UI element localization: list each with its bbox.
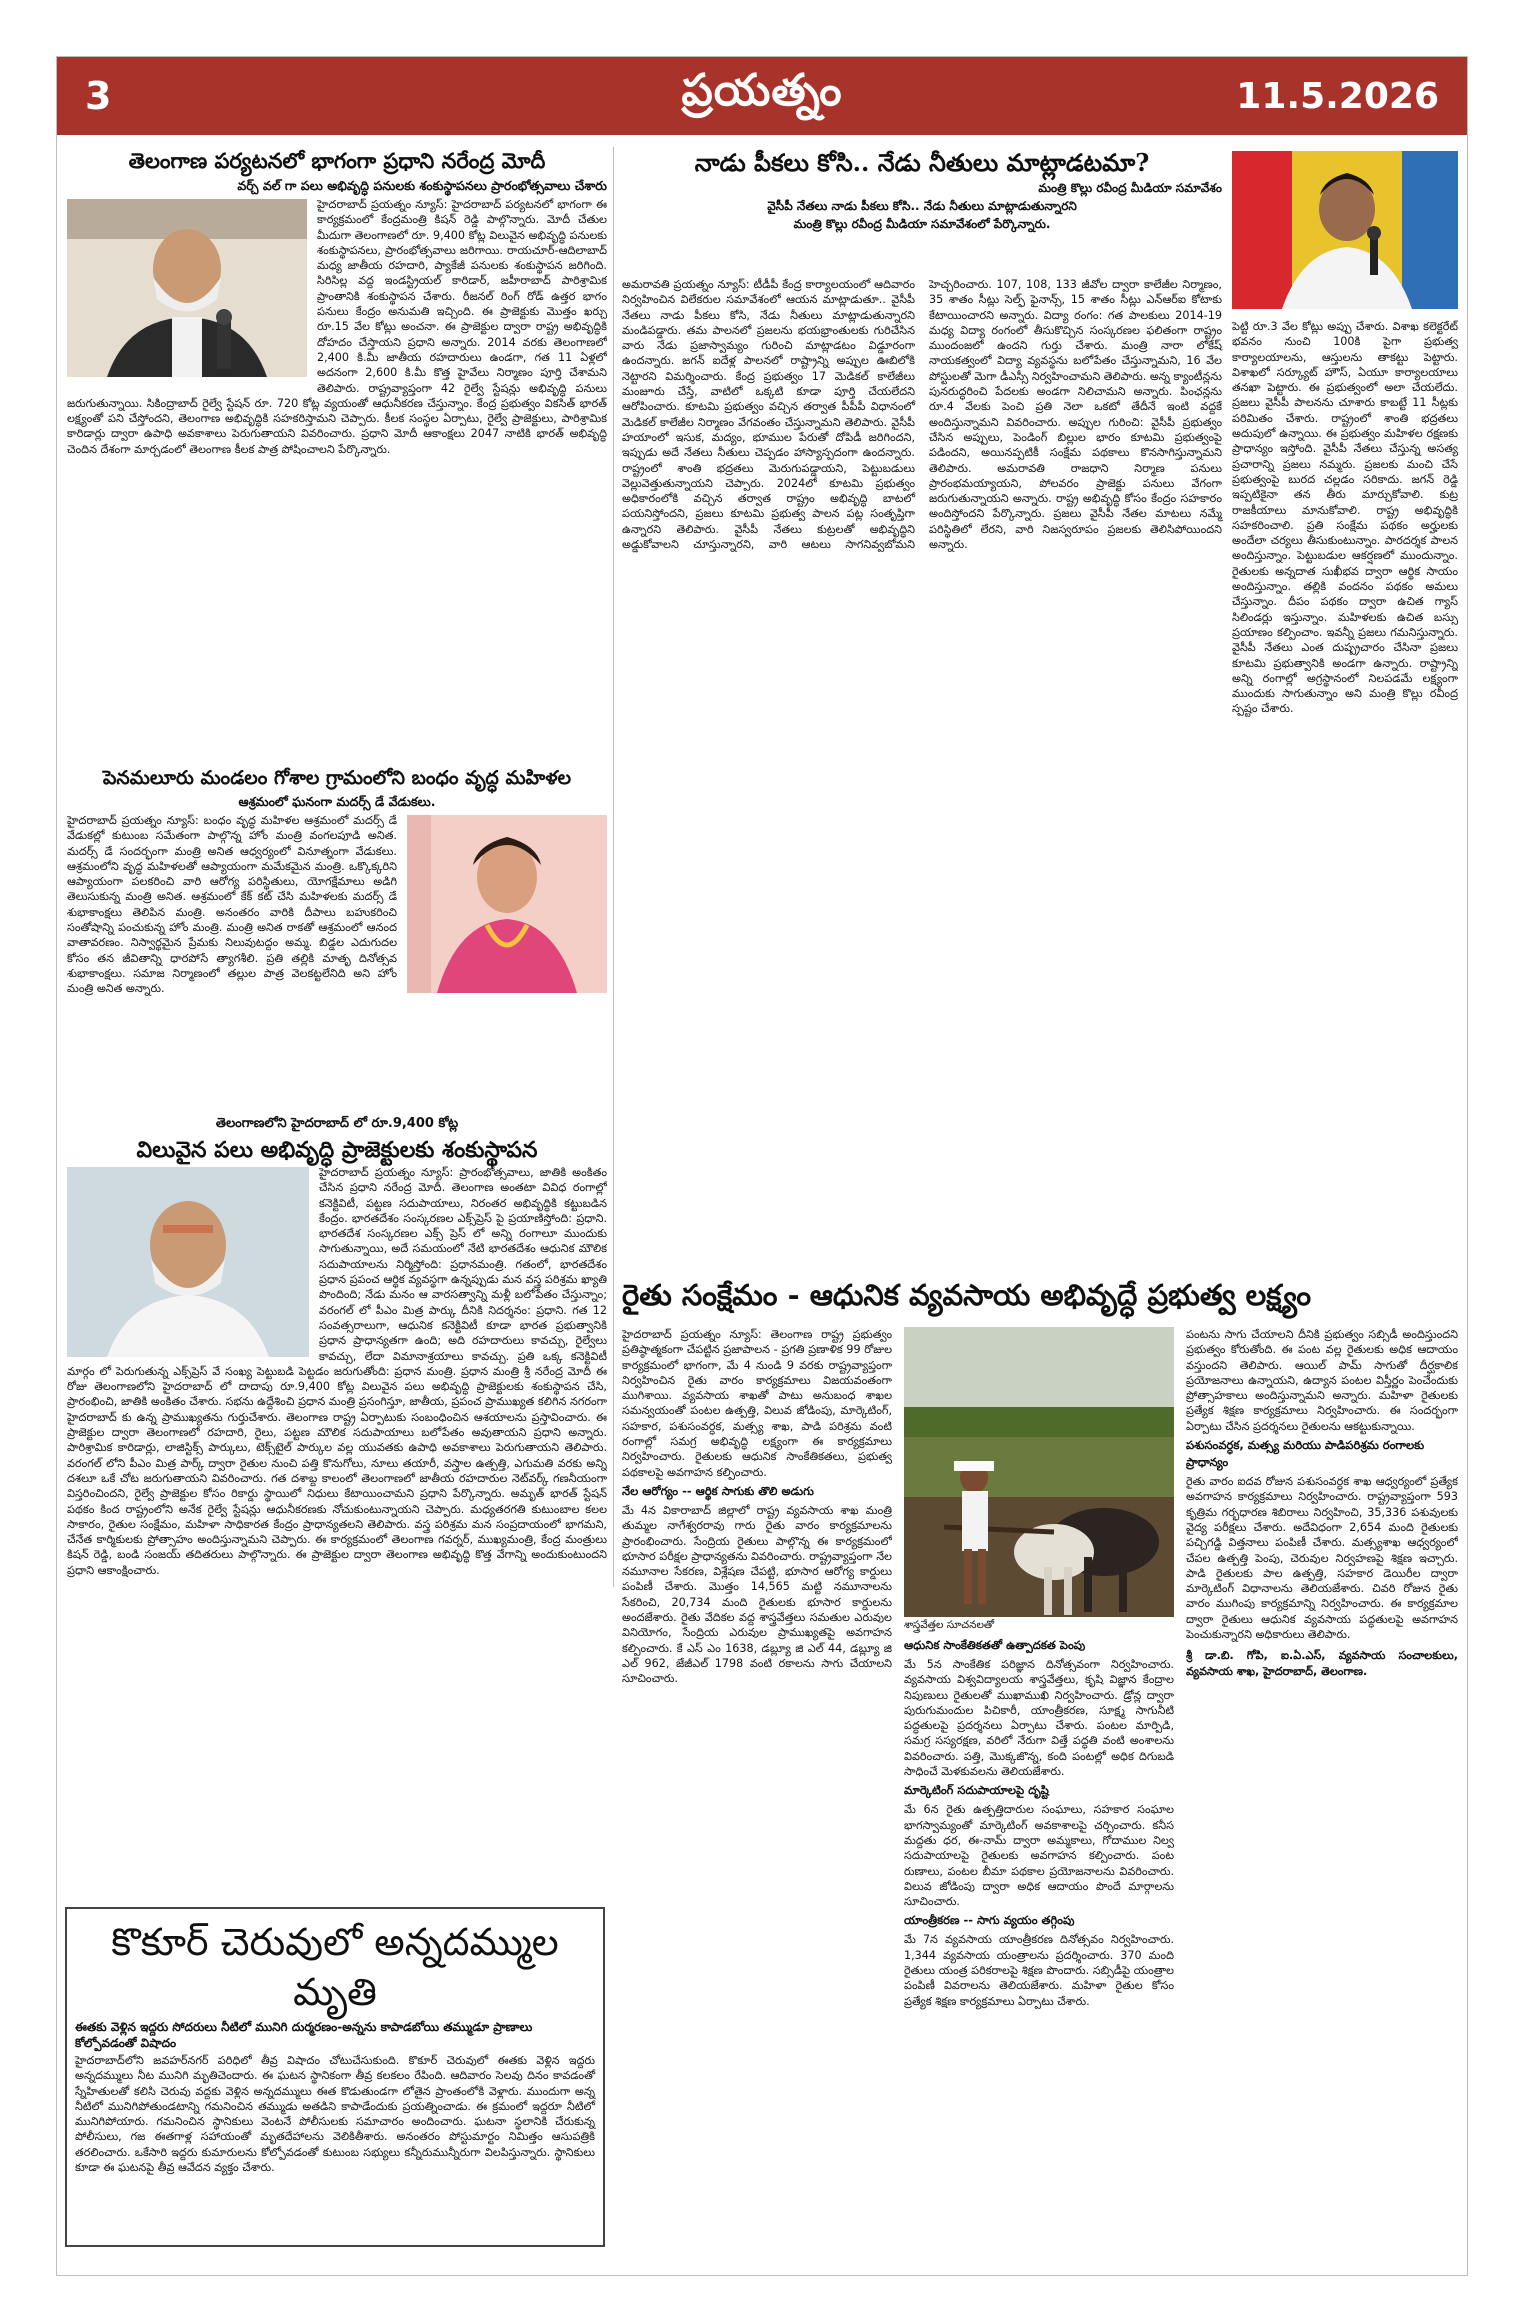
- headline: నాడు పీకలు కోసి.. నేడు నీతులు మాట్లాడటమా?: [694, 148, 1150, 177]
- body-column-3b: రైతు వారం ఐదవ రోజున పశుసంవర్ధక శాఖ ఆధ్వర్యంలో ప్రత్యేక అవగాహన కార్యక్రమాలు నిర్వహించారు. రాష్ట్రవ్యాప్తంగా 593 కృత్రిమ గర్భధారణ శిబిరాలు నిర్వహించి, 35,336 పశువులకు వైద్య పరీక్షలు చేశారు. అదేవిధంగా 2,654 మంది రైతులకు పచ్చిగడ్డి విత్తనాలు పంపిణీ చేశారు. మత్స్యశాఖ ఆధ్వర్యంలో చేపల ఉత్పత్తి పెంపు, చెరువుల నిర్వహణపై శిక్షణ ఇచ్చారు. పాడి రైతులకు పాల ఉత్పత్తి, సహకార డెయిరీల ద్వారా మార్కెటింగ్ విధానాలను తెలియజేశారు. చివరి రోజున రైతు వారం ముగింపు కార్యక్రమాన్ని నిర్వహించారు. ఈ కార్యక్రమాల ద్వారా రైతులు ఆధునిక వ్యవసాయ పద్ధతులపై అవగాహన పెంచుకున్నారని అధికారులు తెలిపారు.: [1186, 1475, 1458, 1642]
- article-mothers-day: [67, 765, 607, 1105]
- modi-photo: [67, 199, 307, 377]
- subheadline: ఆశ్రమంలో ఘనంగా మదర్స్ డే వేడుకలు.: [238, 794, 436, 809]
- kicker: తెలంగాణలోని హైదరాబాద్ లో రూ.9,400 కోట్ల: [215, 1116, 459, 1131]
- minister-anitha-photo: [407, 815, 607, 993]
- article-kollu-ravindra: [622, 147, 1458, 1267]
- body-column-3: పంటను సాగు చేయాలని దీనికి ప్రభుత్వం సబ్సిడీ అందిస్తుందని ప్రభుత్వం కోరుతోంది. ఈ పంట వల్ల రైతులకు అధిక ఆదాయం వస్తుందని తెలిపారు. ఆయిల్ పామ్ సాగుతో దీర్ఘకాలిక ప్రయోజనాలు ఉన్నాయని, ఉద్యాన పంటల విస్తీర్ణం పెంచేందుకు ప్రోత్సాహకాలు అందిస్తున్నామని అన్నారు. మహిళా రైతులకు ప్రత్యేక శిక్షణ కార్యక్రమాలు నిర్వహించారు. ఈ సందర్భంగా ఏర్పాటు చేసిన ప్రదర్శనలు రైతులను ఆకట్టుకున్నాయి.: [1186, 1328, 1458, 1433]
- subheadline-1: మంత్రి కొల్లు రవీంద్ర మీడియా సమావేశం: [1038, 181, 1222, 195]
- page-number: 3: [85, 74, 112, 118]
- article-body: హైదరాబాద్ ప్రయత్నం న్యూస్: ప్రారంభోత్సవాలు, జాతికి అంకితం చేసిన ప్రధాని నరేంద్ర మోదీ. తెలంగాణ అంతటా వివిధ రంగాల్లో కనెక్టివిటీ, పట్టణ సదుపాయాలు, నిరంతర అభివృద్ధికి కట్టుబడిన కేంద్రం. భారతదేశం సంస్కరణల ఎక్స్‌ప్రెస్ పై ప్రయాణిస్తోంది: ప్రధాని. భారతదేశ సంస్కరణల ఎక్స్ ప్రెస్ లో అన్ని రంగాలూ ముందుకు సాగుతున్నాయి, అదే సమయంలో నేటి భారతదేశం ఆధునిక మౌలిక సదుపాయాలను నిర్మిస్తోంది: ప్రధానమంత్రి. గతంలో, భారతదేశం ప్రధాన ప్రపంచ ఆర్థిక వ్యవస్థగా ఉన్నప్పుడు మన వస్త్ర పరిశ్రమ ఖ్యాతి పొందింది; నేడు మనం ఆ వారసత్వాన్ని మళ్లీ బలోపేతం చేస్తున్నాం; వరంగల్ లో పీఎం మిత్ర పార్కు దీనికి నిదర్శనం: ప్రధాని. గత 12 సంవత్సరాలుగా, ఆధునిక కనెక్టివిటీ కూడా భారత ప్రభుత్వానికి ప్రధాన ప్రాధాన్యతగా ఉంది; అది రహదారులు కావచ్చు, రైల్వేలు కావచ్చు, లేదా విమానాశ్రయాలు కావచ్చు. ప్రతి ఒక్క కనెక్టివిటీ మార్గం లో పెరుగుతున్న ఎక్స్‌ప్రెస్ వే సంఖ్య పెట్టుబడి పెట్టడం జరుగుతోంది: ప్రధాన మంత్రి. ప్రధాన మంత్రి శ్రీ నరేంద్ర మోదీ ఈ రోజు తెలంగాణలోని హైదరాబాద్ లో దాదాపు రూ.9,400 కోట్ల విలువైన పలు అభివృద్ధి ప్రాజెక్టులకు శంకుస్థాపన చేసి, ప్రారంభించి, జాతికి అంకితం చేశారు. సభను ఉద్దేశించి ప్రధాన మంత్రి ప్రసంగిస్తూ, జాతీయ, ప్రపంచ ప్రాముఖ్యత కలిగిన నగరంగా హైదరాబాద్ కు ఉన్న ప్రాముఖ్యతను గుర్తుచేశారు. తెలంగాణ రాష్ట్ర ఏర్పాటుకు సంబంధించిన ఆశయాలను ప్రస్తావించారు. ఈ ప్రాజెక్టుల ద్వారా తెలంగాణలో రహదారి, రైలు, పట్టణ మౌలిక సదుపాయాలు బలోపేతం అవుతాయని ప్రధాని అన్నారు. పారిశ్రామిక కారిడార్లు, లాజిస్టిక్స్ పార్కులు, టెక్స్‌టైల్ పార్కుల వల్ల యువతకు ఉపాధి అవకాశాలు పెరుగుతాయని తెలిపారు. వరంగల్ లోని పీఎం మిత్ర పార్క్ ద్వారా రైతుల నుంచి పత్తి కొనుగోలు, నూలు తయారీ, వస్త్రాల ఉత్పత్తి, ఎగుమతి వరకు అన్ని దశలూ ఒకే చోట జరుగుతాయని వివరించారు. గత దశాబ్ద కాలంలో తెలంగాణలో జాతీయ రహదారుల నెట్‌వర్క్ గణనీయంగా విస్తరించిందని, రైల్వే ప్రాజెక్టుల కోసం రికార్డు స్థాయిలో నిధులు కేటాయించామని ప్రధాని పేర్కొన్నారు. అమృత్ భారత్ స్టేషన్ పథకం కింద రాష్ట్రంలోని అనేక రైల్వే స్టేషన్లు ఆధునీకరణకు నోచుకుంటున్నాయని చెప్పారు. మధ్యతరగతి కుటుంబాల కలల సాకారం, రైతుల సంక్షేమం, మహిళా సాధికారత కేంద్రం ప్రాధాన్యతలని తెలిపారు. వస్త్ర పరిశ్రమ మన సంప్రదాయంలో భాగమని, చేనేత కార్మికులకు ప్రోత్సాహం అందిస్తున్నామని చెప్పారు. ఈ కార్యక్రమంలో తెలంగాణ గవర్నర్, ముఖ్యమంత్రి, కేంద్ర మంత్రులు కిషన్ రెడ్డి, బండి సంజయ్ తదితరులు పాల్గొన్నారు. ఈ ప్రాజెక్టుల ద్వారా తెలంగాణ అభివృద్ధి కొత్త వేగాన్ని అందుకుంటుందని ప్రధాని ఆకాంక్షించారు.: [67, 1166, 607, 1577]
- author-signature: శ్రీ డా.బి. గోపి, ఐ.ఏ.ఎస్, వ్యవసాయ సంచాలకులు, వ్యవసాయ శాఖ, హైదరాబాద్, తెలంగాణ.: [1186, 1649, 1458, 1678]
- subheadline-2: వైసీపీ నేతలు నాడు పీకలు కోసి.. నేడు నీతులు మాట్లాడుతున్నారని: [767, 199, 1077, 213]
- body-column-2b: మే 6న రైతు ఉత్పత్తిదారుల సంఘాలు, సహకార సంఘాల భాగస్వామ్యంతో మార్కెటింగ్ అవకాశాలపై చర్చించారు. కనీస మద్దతు ధర, ఈ-నామ్ ద్వారా అమ్మకాలు, గోదాముల నిల్వ సదుపాయాలపై రైతులకు అవగాహన కల్పించారు. పంట రుణాలు, పంటల బీమా పథకాల ప్రయోజనాలను వివరించారు. విలువ జోడింపు ద్వారా అధిక ఆదాయం పొందే మార్గాలను సూచించారు.: [904, 1803, 1174, 1909]
- body-column-2: మే 5న సాంకేతిక పరిజ్ఞాన దినోత్సవంగా నిర్వహించారు. వ్యవసాయ విశ్వవిద్యాలయ శాస్త్రవేత్తలు, కృషి విజ్ఞాన కేంద్రాల నిపుణులు రైతులతో ముఖాముఖి నిర్వహించారు. డ్రోన్ల ద్వారా పురుగుమందుల పిచికారీ, యాంత్రీకరణ, సూక్ష్మ సాగునీటి పద్ధతులపై ప్రదర్శనలు ఏర్పాటు చేశారు. పంటల మార్పిడి, సమగ్ర సస్యరక్షణ, వరిలో నేరుగా విత్తే పద్ధతి వంటి అంశాలను వివరించారు. పత్తి, మొక్కజొన్న, కంది పంటల్లో అధిక దిగుబడి సాధించే మెళకువలను తెలియజేశారు.: [904, 1658, 1174, 1779]
- article-body-right: పెట్టి రూ.3 వేల కోట్లు అప్పు చేశారు. విశాఖ కలెక్టరేట్ భవనం నుంచి 100కి పైగా ప్రభుత్వ కార్యాలయాలను, ఆస్తులను తాకట్టు పెట్టారు. విశాఖలో సర్క్యూట్ హౌస్, ఏయూ కార్యాలయాలు తనఖా పెట్టారు. ఈ ప్రభుత్వంలో అలా చేయలేదు. ప్రజలు వైసీపీ పాలనను చూశారు కాబట్టే 11 సీట్లకు పరిమితం చేశారు. రాష్ట్రంలో శాంతి భద్రతలు అదుపులో ఉన్నాయి. ఈ ప్రభుత్వం మహిళల రక్షణకు ప్రాధాన్యం ఇస్తోంది. వైసీపీ నేతలు చేస్తున్న అసత్య ప్రచారాన్ని ప్రజలు నమ్మరు. ప్రజలకు మంచి చేసే ప్రభుత్వంపై బురద చల్లడం సరికాదు. జగన్ రెడ్డి ఇప్పటికైనా తన తీరు మార్చుకోవాలి. కుట్ర రాజకీయాలు మానుకోవాలి. రాష్ట్ర అభివృద్ధికి సహకరించాలి. ప్రతి సంక్షేమ పథకం అర్హులకు అందేలా చర్యలు తీసుకుంటున్నాం. పారదర్శక పాలన అందిస్తున్నాం. పెట్టుబడుల ఆకర్షణలో ముందున్నాం. రైతులకు అన్నదాత సుఖీభవ ద్వారా ఆర్థిక సాయం అందిస్తున్నాం. తల్లికి వందనం పథకం అమలు చేస్తున్నాం. దీపం పథకం ద్వారా ఉచిత గ్యాస్ సిలిండర్లు ఇస్తున్నాం. మహిళలకు ఉచిత బస్సు ప్రయాణం కల్పించాం. ఇవన్నీ ప్రజలు గమనిస్తున్నారు. వైసీపీ నేతలు ఎంత దుష్ప్రచారం చేసినా ప్రజలు కూటమి ప్రభుత్వానికి అండగా ఉన్నారు. రాష్ట్రాన్ని అన్ని రంగాల్లో అగ్రస్థానంలో నిలపడమే లక్ష్యంగా ముందుకు సాగుతున్నాం అని మంత్రి కొల్లు రవీంద్ర స్పష్టం చేశారు.: [1232, 320, 1458, 716]
- kollu-ravindra-photo: [1232, 151, 1458, 309]
- subheadline-3: మంత్రి కొల్లు రవీంద్ర మీడియా సమావేశంలో పేర్కొన్నారు.: [793, 217, 1051, 231]
- article-farmer-welfare: [622, 1275, 1458, 2215]
- headline: పెనమలూరు మండలం గోశాల గ్రామంలోని బంధం వృద్ధ మహిళల: [102, 767, 572, 789]
- article-body: హైదరాబాద్ ప్రయత్నం న్యూస్: బంధం వృద్ధ మహిళల ఆశ్రమంలో మదర్స్ డే వేడుకల్లో కుటుంబ సమేతంగా పాల్గొన్న హోం మంత్రి వంగలపూడి అనిత. మదర్స్ డే సందర్భంగా మంత్రి అనిత ఆధ్వర్యంలో వినూత్నంగా వేడుకలు. ఆశ్రమంలోని వృద్ధ మహిళలతో ఆప్యాయంగా మమేకమైన మంత్రి. ఒక్కొక్కరిని ఆప్యాయంగా పలకరించి వారి ఆరోగ్య పరిస్థితులు, యోగక్షేమాలు అడిగి తెలుసుకున్న మంత్రి అనిత. ఆశ్రమంలో కేక్ కట్ చేసి మహిళలకు మదర్స్ డే శుభాకాంక్షలు తెలిపిన మంత్రి. అనంతరం వారికి దీపాలు బహుకరించి సంతోషాన్ని పంచుకున్న హోం మంత్రి. మంత్రి అనిత రాకతో ఆశ్రమంలో ఆనంద వాతావరణం. నిస్వార్థమైన ప్రేమకు నిలువుటద్దం అమ్మ. బిడ్డల ఎదుగుదల కోసం తన జీవితాన్ని ధారపోసే త్యాగశీలి. ప్రతి తల్లికి మాతృ దినోత్సవ శుభాకాంక్షలు. సమాజ నిర్మాణంలో తల్లుల పాత్ర వెలకట్టలేనిది అని హోం మంత్రి అనిత అన్నారు.: [67, 814, 397, 996]
- subhead-technology: ఆధునిక సాంకేతికతతో ఉత్పాదకత పెంపు: [904, 1638, 1086, 1652]
- headline: కొకూర్ చెరువులో అన్నదమ్ముల మృతి: [111, 1920, 559, 2014]
- subhead-animal-husbandry: పశుసంవర్ధక, మత్స్య మరియు పాడిపరిశ్రమ రంగాలకు ప్రాధాన్యం: [1186, 1438, 1425, 1470]
- article-projects-foundation: [67, 1113, 607, 1743]
- newspaper-page: [56, 56, 1468, 2276]
- newspaper-title: ప్రయత్నం: [681, 65, 843, 116]
- subhead-marketing: మార్కెటింగ్ సదుపాయాలపై దృష్టి: [904, 1783, 1049, 1798]
- body-column-1: హైదరాబాద్ ప్రయత్నం న్యూస్: తెలంగాణ రాష్ట్ర ప్రభుత్వం ప్రతిష్ఠాత్మకంగా చేపట్టిన ప్రజాపాలన - ప్రగతి ప్రణాళిక 99 రోజుల కార్యక్రమంలో భాగంగా, మే 4 నుండి 9 వరకు రాష్ట్రవ్యాప్తంగా నిర్వహించిన రైతు వారం కార్యక్రమాలు విజయవంతంగా ముగిశాయి. వ్యవసాయ శాఖతో పాటు అనుబంధ శాఖల సమన్వయంతో పంటల ఉత్పత్తి, విలువ జోడింపు, మార్కెటింగ్, సహకార, పశుసంవర్ధక, మత్స్య శాఖ, పాడి పరిశ్రమ వంటి రంగాల్లో సమగ్ర అభివృద్ధి లక్ష్యంగా ఈ కార్యక్రమాలు నిర్వహించారు. రైతులకు ఆధునిక సాంకేతికతలు, ప్రభుత్వ పథకాలపై అవగాహన కల్పించారు.: [622, 1328, 892, 1479]
- headline: విలువైన పలు అభివృద్ధి ప్రాజెక్టులకు శంకుస్థాపన: [136, 1137, 538, 1163]
- article-body: అమరావతి ప్రయత్నం న్యూస్: టీడీపీ కేంద్ర కార్యాలయంలో ఆదివారం నిర్వహించిన విలేకరుల సమావేశంలో ఆయన మాట్లాడుతూ.. వైసీపీ నేతలు నాడు పీకలు కోసి, నేడు నీతులు మాట్లాడుతున్నారని మండిపడ్డారు. తమ పాలనలో ప్రజలను భయభ్రాంతులకు గురిచేసిన వారు నేడు ప్రజాస్వామ్యం గురించి మాట్లాడటం విడ్డూరంగా ఉందన్నారు. జగన్ ఐదేళ్ల పాలనలో రాష్ట్రాన్ని అప్పుల ఊబిలోకి నెట్టారని విమర్శించారు. కేంద్ర ప్రభుత్వం 17 మెడికల్ కాలేజీలు మంజూరు చేస్తే, వాటిలో ఒక్కటి కూడా పూర్తి చేయలేదని ఆరోపించారు. కూటమి ప్రభుత్వం వచ్చిన తర్వాత పీపీపీ విధానంలో మెడికల్ కాలేజీల నిర్మాణం వేగవంతం చేస్తున్నామని తెలిపారు. వైసీపీ హయాంలో ఇసుక, మద్యం, భూముల పేరుతో దోపిడీ జరిగిందని, ఇప్పుడు అదే నేతలు నీతులు చెప్పడం హాస్యాస్పదంగా ఉందన్నారు. రాష్ట్రంలో శాంతి భద్రతలు మెరుగుపడ్డాయని, పెట్టుబడులు వెల్లువెత్తుతున్నాయని చెప్పారు. 2024లో కూటమి ప్రభుత్వం అధికారంలోకి వచ్చిన తర్వాత రాష్ట్రం అభివృద్ధి బాటలో పయనిస్తోందని, ప్రజలు కూటమి ప్రభుత్వ పాలన పట్ల సంతృప్తిగా ఉన్నారని తెలిపారు. వైసీపీ నేతలు కుట్రలతో అభివృద్ధిని అడ్డుకోవాలని చూస్తున్నారని, వారి ఆటలు సాగనివ్వబోమని హెచ్చరించారు. 107, 108, 133 జీవోల ద్వారా కాలేజీల నిర్మాణం, 35 శాతం సీట్లు సెల్ఫ్ ఫైనాన్స్, 15 శాతం సీట్లు ఎన్ఆర్ఐ కోటాకు కేటాయించారని అన్నారు. విద్యా రంగం: గత పాలకులు 2014-19 మధ్య విద్యా రంగంలో తీసుకొచ్చిన సంస్కరణల ఫలితంగా రాష్ట్రం ముందంజలో ఉందని గుర్తు చేశారు. మంత్రి నారా లోకేష్ నాయకత్వంలో విద్యా వ్యవస్థను బలోపేతం చేస్తున్నామని, 16 వేల పోస్టులతో మెగా డీఎస్సీ నిర్వహించామని తెలిపారు. అన్న క్యాంటీన్లను పునరుద్ధరించి పేదలకు అండగా నిలిచామని అన్నారు. పింఛన్లను రూ.4 వేలకు పెంచి ప్రతి నెలా ఒకటో తేదీనే ఇంటి వద్దకే అందిస్తున్నామని వివరించారు. అప్పుల గురించి: వైసీపీ ప్రభుత్వం చేసిన అప్పులు, పెండింగ్ బిల్లుల భారం కూటమి ప్రభుత్వంపై పడిందని, అయినప్పటికీ సంక్షేమ పథకాలు కొనసాగిస్తున్నామని తెలిపారు. అమరావతి రాజధాని నిర్మాణ పనులు ప్రారంభమయ్యాయని, పోలవరం ప్రాజెక్టు పనులు వేగంగా జరుగుతున్నాయని అన్నారు. రాష్ట్ర అభివృద్ధి కోసం కేంద్రం సహకారం అందిస్తోందని పేర్కొన్నారు. ప్రజలు వైసీపీ నేతల మాటలు నమ్మే పరిస్థితిలో లేరని, వారి నిజస్వరూపం ప్రజలకు తెలిసిపోయిందని అన్నారు.: [622, 278, 1222, 552]
- modi-portrait-photo: [67, 1167, 309, 1357]
- article-body: హైదరాబాద్‌లోని జవహర్‌నగర్ పరిధిలో తీవ్ర విషాదం చోటుచేసుకుంది. కొకూర్ చెరువులో ఈతకు వెళ్లిన ఇద్దరు అన్నదమ్ములు నీట మునిగి మృతిచెందారు. ఈ ఘటన స్థానికంగా తీవ్ర కలకలం రేపింది. ఆదివారం సెలవు దినం కావడంతో స్నేహితులతో కలిసి చెరువు వద్దకు వెళ్లిన అన్నదమ్ములు ఈత కొడుతుండగా లోతైన ప్రాంతంలోకి వెళ్లారు. ముందుగా అన్న నీటిలో మునిగిపోతుండటాన్ని గమనించిన తమ్ముడు అతడిని కాపాడేందుకు ప్రయత్నించాడు. ఈ క్రమంలో ఇద్దరూ నీటిలో మునిగిపోయారు. గమనించిన స్థానికులు వెంటనే పోలీసులకు సమాచారం అందించారు. ఘటనా స్థలానికి చేరుకున్న పోలీసులు, గజ ఈతగాళ్ల సహాయంతో మృతదేహాలను వెలికితీశారు. అనంతరం పోస్టుమార్టం నిమిత్తం ఆసుపత్రికి తరలించారు. ఒకేసారి ఇద్దరు కుమారులను కోల్పోవడంతో కుటుంబ సభ్యులు కన్నీరుమున్నీరుగా విలపిస్తున్నారు. స్థానికులు కూడా ఈ ఘటనపై తీవ్ర ఆవేదన వ్యక్తం చేశారు.: [75, 2054, 595, 2175]
- article-body: హైదరాబాద్ ప్రయత్నం న్యూస్: హైదరాబాద్ పర్యటనలో భాగంగా ఈ కార్యక్రమంలో కేంద్రమంత్రి కిషన్ రెడ్డి పాల్గొన్నారు. మోదీ చేతుల మీదుగా తెలంగాణలో రూ. 9,400 కోట్ల విలువైన అభివృద్ధి పనులకు శంకుస్థాపనలు, ప్రారంభోత్సవాలు జరిగాయి. రాయచూర్‌-ఆదిలాబాద్‌ మధ్య జాతీయ రహదారి, ప్యాకేజీ పనులకు శంకుస్థాపన జరిగింది. సిరిసిల్ల వద్ద ఇండస్ట్రియల్ కారిడార్, జహీరాబాద్ పారిశ్రామిక ప్రాంతానికి శంకుస్థాపన చేశారు. రీజనల్ రింగ్ రోడ్ ఉత్తర భాగం పనులు కేంద్రం అనుమతి ఇచ్చింది. ఈ ప్రాజెక్టుకు మొత్తం ఖర్చు రూ.15 వేల కోట్లు అంచనా. ఈ ప్రాజెక్టుల ద్వారా రాష్ట్ర అభివృద్ధికి దోహదం చేస్తాయని ప్రధాని అన్నారు. 2014 వరకు తెలంగాణలో 2,400 కి.మీ జాతీయ రహదారులు ఉండగా, గత 11 ఏళ్లలో అదనంగా 2,600 కి.మీ కొత్త హైవేలు నిర్మాణం పూర్తి చేశామని తెలిపారు. రాష్ట్రవ్యాప్తంగా 42 రైల్వే స్టేషన్లు అభివృద్ధి పనులు జరుగుతున్నాయి. సికింద్రాబాద్ రైల్వే స్టేషన్ రూ. 720 కోట్ల వ్యయంతో ఆధునీకరణ చేస్తున్నాం. కేంద్ర ప్రభుత్వం వికసిత్ భారత్ లక్ష్యంతో పని చేస్తోందని, తెలంగాణ అభివృద్ధికి సహకరిస్తామని చెప్పారు. కీలక సంస్థల ఏర్పాటు, రైల్వే ప్రాజెక్టులు, పారిశ్రామిక కారిడార్లు ద్వారా ఉపాధి అవకాశాలు పెరుగుతాయని వివరించారు. ప్రధాని మోదీ ఆకాంక్షలు 2047 నాటికి భారత్ అభివృద్ధి చెందిన దేశంగా మార్చడంలో తెలంగాణ కీలక పాత్ర పోషించాలని పేర్కొన్నారు.: [67, 198, 607, 456]
- headline: తెలంగాణ పర్యటనలో భాగంగా ప్రధాని నరేంద్ర మోదీ: [128, 148, 546, 173]
- issue-date: 11.5.2026: [1236, 75, 1439, 117]
- masthead: [57, 57, 1467, 135]
- photo-caption: శాస్త్రవేత్తల సూచనలతో: [904, 1619, 995, 1631]
- article-modi-visit: [67, 147, 607, 757]
- farmer-ploughing-photo: [904, 1327, 1174, 1617]
- body-column-2c: మే 7న వ్యవసాయ యాంత్రీకరణ దినోత్సవం నిర్వహించారు. 1,344 వ్యవసాయ యంత్రాలను ప్రదర్శించారు. 370 మంది రైతులు యంత్ర పరికరాలపై శిక్షణ పొందారు. సబ్సిడీపై యంత్రాల పంపిణీ వివరాలను తెలియజేశారు. మహిళా రైతుల కోసం ప్రత్యేక శిక్షణ కార్యక్రమాలు ఏర్పాటు చేశారు.: [904, 1933, 1174, 2008]
- subheadline: వర్చ్ వల్ గా పలు అభివృద్ధి పనులకు శంకుస్థాపనలు ప్రారంభోత్సవాలు చేశారు: [237, 178, 607, 193]
- article-drowning: [65, 1907, 605, 2247]
- subhead-mechanization: యాంత్రీకరణ -- సాగు వ్యయం తగ్గింపు: [904, 1913, 1075, 1928]
- column-divider: [613, 147, 614, 1587]
- headline: రైతు సంక్షేమం - ఆధునిక వ్యవసాయ అభివృద్ధే ప్రభుత్వ లక్ష్యం: [622, 1278, 1312, 1312]
- subheadline: ఈతకు వెళ్లిన ఇద్దరు సోదరులు నీటిలో మునిగి దుర్మరణం-అన్నను కాపాడబోయి తమ్ముడూ ప్రాణాలు కోల్పోవడంతో విషాదం: [75, 2020, 533, 2050]
- body-column-1b: మే 4న వికారాబాద్ జిల్లాలో రాష్ట్ర వ్యవసాయ శాఖ మంత్రి తుమ్మల నాగేశ్వరరావు గారు రైతు వారం కార్యక్రమాలను ప్రారంభించారు. సేంద్రియ రైతులు పాల్గొన్న ఈ కార్యక్రమంలో భూసార పరీక్షల ప్రాధాన్యతను వివరించారు. రాష్ట్రవ్యాప్తంగా నేల నమూనాల సేకరణ, విశ్లేషణ చేపట్టి, భూసార ఆరోగ్య కార్డులు పంపిణీ చేశారు. మొత్తం 14,565 మట్టి నమూనాలను సేకరించి, 20,734 మంది రైతులకు భూసార కార్డులను అందజేశారు. రైతు వేదికల వద్ద శాస్త్రవేత్తలు సమతుల ఎరువుల వినియోగం, సేంద్రియ ఎరువుల ప్రాముఖ్యతపై అవగాహన కల్పించారు. కే ఎస్ ఎం 1638, డబ్ల్యూ జి ఎల్ 44, డబ్ల్యూ జి ఎల్ 962, జేజీఎల్ 1798 వంటి రకాలను సాగు చేయాలని సూచించారు.: [622, 1503, 892, 1686]
- subhead-soil-health: నేల ఆరోగ్యం -- ఆర్థిక సాగుకు తొలి అడుగు: [622, 1483, 814, 1498]
